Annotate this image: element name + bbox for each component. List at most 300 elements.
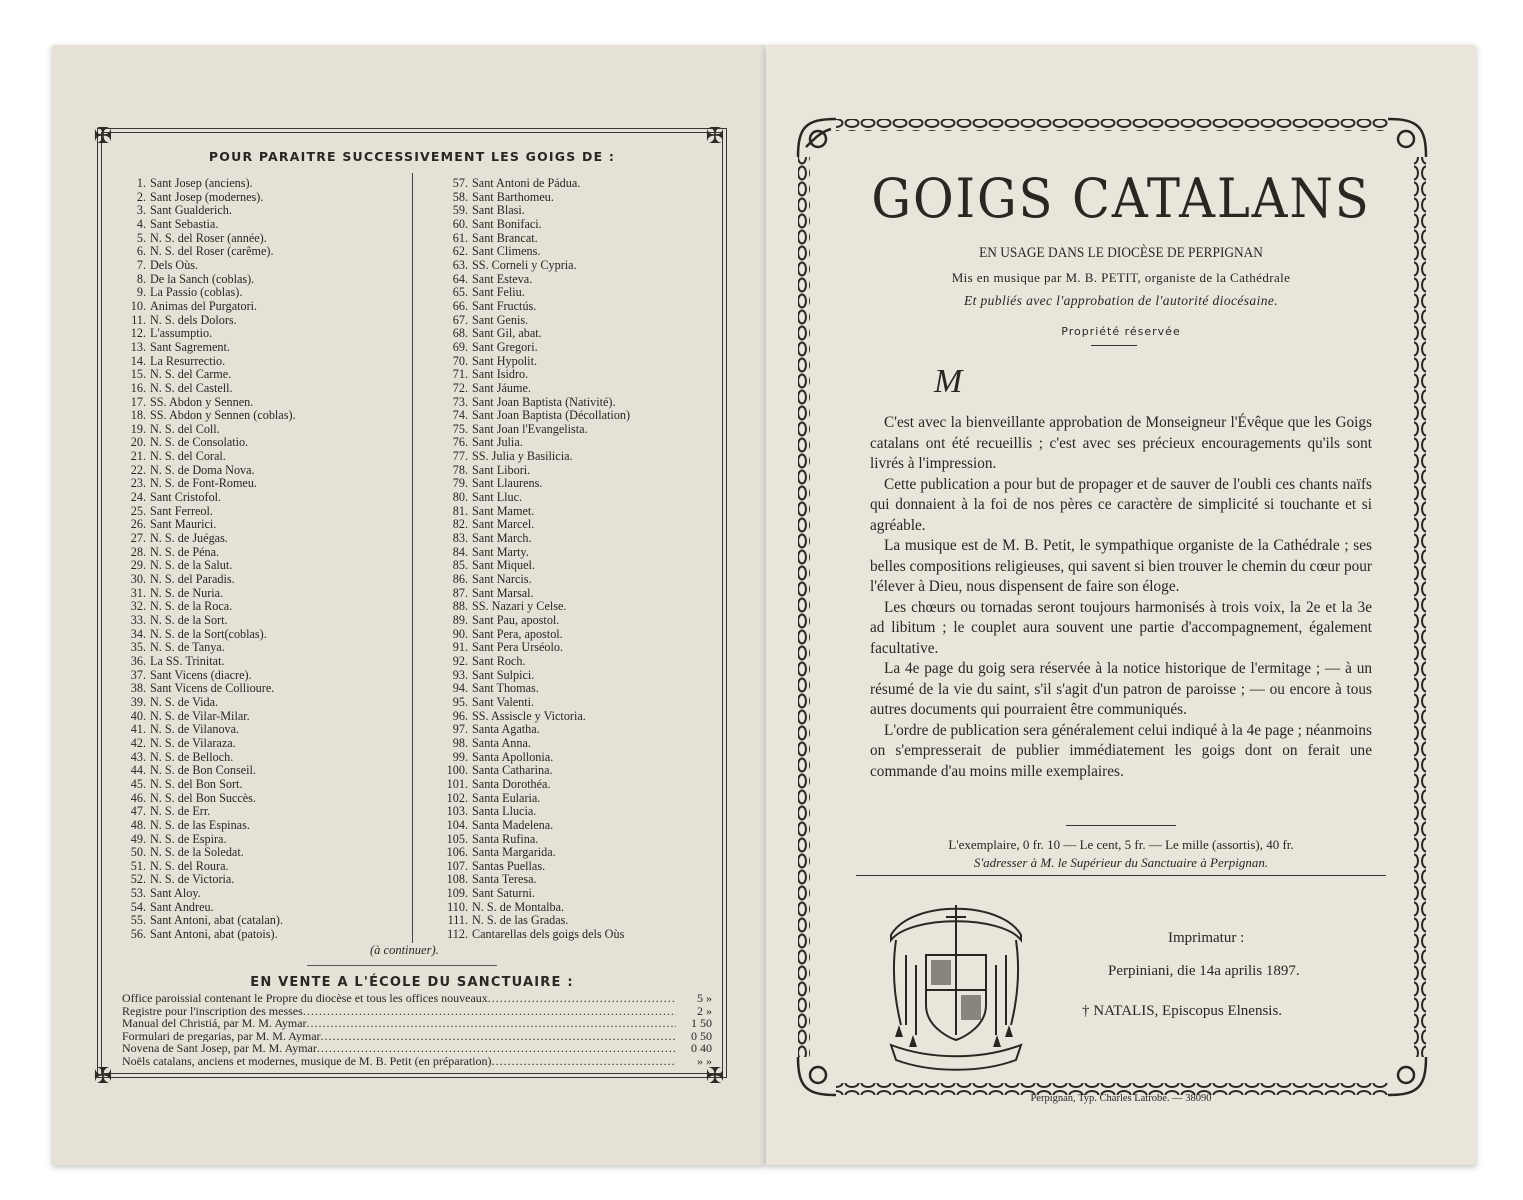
list-item [444, 314, 630, 328]
item-number: 92. [452, 653, 468, 668]
list-item [444, 778, 630, 792]
item-title: Santa Teresa. [472, 872, 537, 887]
item-title: N. S. de Vilaraza. [150, 735, 236, 750]
item-title: Sant Joan Baptista (Nativité). [472, 394, 616, 409]
item-title: N. S. del Roser (année). [150, 230, 267, 245]
item-number: 32. [130, 599, 146, 614]
list-item [122, 600, 296, 614]
sale-item [122, 1030, 712, 1043]
item-title: Santa Llucia. [472, 804, 537, 819]
list-item [444, 382, 630, 396]
list-item [122, 655, 296, 669]
item-title: N. S. de la Roca. [150, 599, 233, 614]
item-title: N. S. de las Espinas. [150, 817, 250, 832]
item-number: 17. [130, 394, 146, 409]
item-number: 22. [130, 462, 146, 477]
list-item [122, 232, 296, 246]
list-item [122, 477, 296, 491]
list-item [444, 491, 630, 505]
dot-leader [307, 1017, 676, 1030]
item-number: 111. [447, 913, 468, 928]
item-number: 90. [452, 626, 468, 641]
item-title: Sant Marty. [472, 544, 529, 559]
list-item [444, 833, 630, 847]
list-item [122, 628, 296, 642]
item-title: Sant Andreu. [150, 899, 214, 914]
list-item [122, 751, 296, 765]
item-number: 64. [452, 271, 468, 286]
sale-item-price: 1 50 [691, 1017, 712, 1030]
list-item [444, 723, 630, 737]
list-item [122, 587, 296, 601]
item-title: Santa Catharina. [472, 763, 553, 778]
item-number: 59. [452, 203, 468, 218]
item-number: 110. [447, 899, 468, 914]
item-title: Sant Josep (anciens). [150, 176, 253, 190]
list-item [122, 778, 296, 792]
item-number: 1. [136, 176, 146, 190]
item-title: Sant Gualderich. [150, 203, 232, 218]
list-item [122, 860, 296, 874]
item-title: Sant Isidro. [472, 367, 529, 382]
item-number: 87. [452, 585, 468, 600]
list-item [122, 682, 296, 696]
item-number: 37. [130, 667, 146, 682]
item-title: Dels Oùs. [150, 257, 199, 272]
item-title: Sant Feliu. [472, 285, 525, 300]
divider [1066, 825, 1176, 826]
item-title: Santa Anna. [472, 735, 531, 750]
item-number: 15. [130, 367, 146, 382]
item-title: Cantarellas dels goigs dels Oùs [472, 927, 625, 942]
sale-heading: EN VENTE A L'ÉCOLE DU SANCTUAIRE : [250, 975, 574, 990]
item-title: N. S. de Err. [150, 804, 211, 819]
list-item [122, 464, 296, 478]
item-title: Sant Julia. [472, 435, 523, 450]
sale-item [122, 1005, 712, 1018]
list-item [444, 245, 630, 259]
list-item [444, 177, 630, 191]
list-item [122, 559, 296, 573]
sale-item-price: » » [697, 1054, 712, 1068]
item-number: 55. [130, 913, 146, 928]
item-number: 82. [452, 517, 468, 532]
list-item [444, 423, 630, 437]
list-item [122, 341, 296, 355]
item-number: 112. [447, 927, 468, 942]
list-item [122, 928, 296, 942]
item-title: Sant Pau, apostol. [472, 613, 560, 627]
list-item [122, 286, 296, 300]
right-page [766, 45, 1476, 1165]
list-item [444, 327, 630, 341]
list-item [122, 641, 296, 655]
item-number: 11. [131, 312, 146, 327]
list-item [122, 273, 296, 287]
list-item [122, 300, 296, 314]
item-title: SS. Assiscle y Victoria. [472, 708, 586, 723]
list-item [444, 764, 630, 778]
corner-ornament-icon: ✠ [705, 123, 725, 148]
item-title: La Resurrectio. [150, 353, 226, 368]
item-title: N. S. del Bon Sort. [150, 776, 243, 791]
list-item [122, 423, 296, 437]
list-item [122, 710, 296, 724]
paragraph: Les chœurs ou tornadas seront toujours harmonisés à trois voix, la 2e et la 3e ad libitum ; le couplet aura souvent une partie d'accompagnement, également facultative. [870, 598, 1372, 657]
item-number: 16. [130, 380, 146, 395]
list-item [444, 532, 630, 546]
item-number: 88. [452, 599, 468, 614]
item-number: 3. [136, 203, 146, 218]
item-title: N. S. del Bon Succès. [150, 790, 256, 805]
sale-item-price: 5 » [697, 992, 712, 1005]
list-item [444, 928, 630, 942]
list-item [444, 710, 630, 724]
item-number: 69. [452, 339, 468, 354]
item-number: 63. [452, 257, 468, 272]
item-title: Sant Vicens de Collioure. [150, 681, 275, 696]
list-item [444, 655, 630, 669]
item-title: SS. Nazari y Celse. [472, 599, 567, 614]
list-item [444, 873, 630, 887]
item-title: N. S. de la Soledat. [150, 845, 244, 860]
item-number: 42. [130, 735, 146, 750]
sale-item-title: Manual del Christiá, par M. M. Aymar [122, 1017, 307, 1030]
divider [1091, 345, 1137, 346]
item-number: 40. [130, 708, 146, 723]
list-item [122, 259, 296, 273]
item-number: 14. [130, 353, 146, 368]
rights-reserved: Propriété réservée [1061, 325, 1181, 338]
item-title: L'assumptio. [150, 326, 213, 341]
item-title: Sant Esteva. [472, 271, 533, 286]
item-title: Santa Rufina. [472, 831, 539, 846]
item-number: 21. [130, 449, 146, 464]
item-title: N. S. de Doma Nova. [150, 462, 255, 477]
item-title: N. S. de Vilar-Milar. [150, 708, 250, 723]
item-number: 104. [446, 817, 468, 832]
item-number: 98. [452, 735, 468, 750]
corner-ornament-icon: ✠ [93, 1063, 113, 1088]
item-number: 52. [130, 872, 146, 887]
item-title: Sant Thomas. [472, 681, 539, 696]
list-item [122, 546, 296, 560]
list-item [122, 314, 296, 328]
item-number: 30. [130, 572, 146, 587]
list-item [122, 505, 296, 519]
item-number: 13. [130, 339, 146, 354]
address-line: S'adresser à M. le Supérieur du Sanctuaire à Perpignan. [973, 855, 1269, 870]
item-title: N. S. de Espira. [150, 831, 227, 846]
item-title: Sant Cristofol. [150, 490, 222, 505]
item-number: 62. [452, 244, 468, 259]
list-item [444, 846, 630, 860]
item-number: 102. [446, 790, 468, 805]
item-title: Sant Maurici. [150, 517, 217, 532]
item-title: N. S. del Carme. [150, 367, 232, 382]
item-title: N. S. del Roser (carême). [150, 244, 274, 259]
list-item [444, 559, 630, 573]
item-number: 47. [130, 804, 146, 819]
list-item [122, 396, 296, 410]
item-number: 100. [446, 763, 468, 778]
item-title: Sant Blasi. [472, 203, 525, 218]
item-title: Sant Sebastia. [150, 216, 219, 231]
list-item [122, 614, 296, 628]
sale-item [122, 1017, 712, 1030]
list-item [444, 696, 630, 710]
item-number: 103. [446, 804, 468, 819]
item-title: N. S. de Font-Romeu. [150, 476, 257, 491]
printer-line: Perpignan, Typ. Charles Latrobe. — 38090 [1030, 1093, 1212, 1104]
item-number: 5. [136, 230, 146, 245]
list-item [444, 436, 630, 450]
continued-note: (à continuer). [370, 943, 439, 957]
item-title: N. S. de Tanya. [150, 640, 225, 655]
decorative-initial: M [934, 363, 963, 400]
paragraph: C'est avec la bienveillante approbation de Monseigneur l'Évêque que les Goigs catalans ont été recueillis ; c'est avec ses précieux encouragements qu'ils sont livrés à l'impression. [870, 414, 1372, 472]
dot-leader [492, 1055, 676, 1068]
list-item [444, 286, 630, 300]
item-title: Sant Saturni. [472, 886, 535, 901]
item-number: 60. [452, 216, 468, 231]
list-item [122, 518, 296, 532]
item-title: Sant Marcel. [472, 517, 535, 532]
item-number: 49. [130, 831, 146, 846]
list-item [122, 177, 296, 191]
item-number: 61. [452, 230, 468, 245]
sale-item-title: Registre pour l'inscription des messes [122, 1004, 303, 1018]
item-title: Sant Gil, abat. [472, 326, 542, 341]
item-number: 29. [130, 558, 146, 573]
list-item [122, 723, 296, 737]
item-number: 4. [136, 216, 146, 231]
item-number: 94. [452, 681, 468, 696]
item-number: 83. [452, 531, 468, 546]
item-number: 25. [130, 503, 146, 518]
dot-leader [321, 1030, 676, 1043]
list-heading: POUR PARAITRE SUCCESSIVEMENT LES GOIGS DE : [208, 149, 616, 164]
item-title: Sant Valenti. [472, 694, 535, 709]
item-title: Sant Narcis. [472, 572, 532, 587]
list-item [122, 805, 296, 819]
list-item [444, 587, 630, 601]
list-item [122, 191, 296, 205]
item-title: N. S. de Vilanova. [150, 722, 240, 737]
column-divider [412, 173, 413, 943]
item-number: 68. [452, 326, 468, 341]
list-item [122, 914, 296, 928]
item-number: 80. [452, 490, 468, 505]
sale-item-price: 0 50 [691, 1029, 712, 1043]
list-item [444, 819, 630, 833]
sale-item-title: Office paroissial contenant le Propre du diocèse et tous les offices nouveaux [122, 992, 488, 1005]
item-number: 54. [130, 899, 146, 914]
list-item [444, 573, 630, 587]
list-item [444, 860, 630, 874]
list-item [444, 641, 630, 655]
episcopal-coat-of-arms-icon [871, 895, 1041, 1075]
item-title: Santa Dorothéa. [472, 776, 551, 791]
item-number: 77. [452, 449, 468, 464]
paragraph: La 4e page du goig sera réservée à la notice historique de l'ermitage ; — à un résumé de la vie du saint, s'il s'agit d'un patron de paroisse ; — ou encore à tous autres documents qui pourraient être communiqués. [870, 660, 1372, 718]
item-number: 86. [452, 572, 468, 587]
item-title: N. S. de Vida. [150, 694, 219, 709]
item-title: N. S. de Péna. [150, 544, 220, 559]
list-item [444, 232, 630, 246]
item-number: 75. [452, 421, 468, 436]
item-number: 50. [130, 845, 146, 860]
item-title: N. S. dels Dolors. [150, 312, 237, 327]
paragraph: La musique est de M. B. Petit, le sympathique organiste de la Cathédrale ; ses belles compositions religieuses, qui savent si bien trouver le chemin du cœur pour l'élever à Dieu, nous dispensent de faire son éloge. [870, 537, 1372, 595]
item-number: 8. [136, 271, 146, 286]
item-title: Sant Libori. [472, 462, 531, 477]
document-title: GOIGS CATALANS [871, 167, 1371, 230]
dot-leader [317, 1042, 676, 1055]
item-number: 70. [452, 353, 468, 368]
introduction-text [870, 413, 1372, 782]
item-number: 97. [452, 722, 468, 737]
list-item [444, 737, 630, 751]
list-item [444, 600, 630, 614]
item-title: N. S. de Nuria. [150, 585, 224, 600]
item-number: 35. [130, 640, 146, 655]
goigs-list-column-2 [444, 177, 630, 942]
list-item [444, 614, 630, 628]
item-number: 12. [130, 326, 146, 341]
sale-item-price: 2 » [697, 1004, 712, 1018]
item-title: Sant Roch. [472, 653, 526, 668]
item-number: 20. [130, 435, 146, 450]
item-title: Sant Vicens (diacre). [150, 667, 252, 682]
item-title: Santa Margarida. [472, 845, 556, 860]
item-number: 108. [446, 872, 468, 887]
item-number: 27. [130, 531, 146, 546]
dot-leader [303, 1005, 676, 1018]
approval-line: Et publiés avec l'approbation de l'autorité diocésaine. [963, 293, 1279, 308]
item-title: Sant Sagrement. [150, 339, 230, 354]
list-item [444, 669, 630, 683]
item-title: SS. Abdon y Sennen (coblas). [150, 408, 296, 423]
item-number: 72. [452, 380, 468, 395]
item-title: De la Sanch (coblas). [150, 271, 255, 286]
item-number: 23. [130, 476, 146, 491]
paragraph: Cette publication a pour but de propager et de sauver de l'oubli ces chants naïfs qui donnaient à la foi de nos pères ce caractère de simplicité si touchante et si agréable. [870, 475, 1372, 534]
divider [307, 965, 497, 966]
list-item [444, 914, 630, 928]
item-number: 34. [130, 626, 146, 641]
paragraph: L'ordre de publication sera généralement celui indiqué à la 4e page ; néanmoins on s'empresserait de publier immédiatement les goigs dont on ferait une commande d'au moins mille exemplaires. [870, 721, 1372, 780]
list-item [122, 873, 296, 887]
item-number: 51. [130, 858, 146, 873]
item-title: Sant Bonifaci. [472, 216, 542, 231]
list-item [444, 464, 630, 478]
item-number: 81. [452, 503, 468, 518]
item-number: 10. [130, 298, 146, 313]
item-title: N. S. de Montalba. [472, 899, 565, 914]
sale-item-price: 0 40 [691, 1042, 712, 1055]
list-item [444, 477, 630, 491]
list-item [122, 245, 296, 259]
list-item [444, 505, 630, 519]
item-title: Sant Miquel. [472, 558, 535, 573]
item-number: 28. [130, 544, 146, 559]
list-item [122, 436, 296, 450]
item-title: N. S. de la Sort(coblas). [150, 626, 267, 641]
corner-ornament-icon: ✠ [705, 1063, 725, 1088]
item-title: N. S. del Castell. [150, 380, 233, 395]
item-number: 38. [130, 681, 146, 696]
item-number: 2. [136, 189, 146, 204]
item-title: Animas del Purgatori. [150, 298, 258, 313]
list-item [122, 669, 296, 683]
item-number: 18. [130, 408, 146, 423]
list-item [444, 901, 630, 915]
item-number: 106. [446, 845, 468, 860]
list-item [122, 382, 296, 396]
item-number: 91. [452, 640, 468, 655]
item-title: Sant Sulpici. [472, 667, 535, 682]
item-number: 93. [452, 667, 468, 682]
item-title: Sant March. [472, 531, 532, 546]
list-item [122, 491, 296, 505]
list-item [122, 887, 296, 901]
item-title: Sant Barthomeu. [472, 189, 554, 204]
goigs-list-column-1 [122, 177, 296, 942]
item-number: 67. [452, 312, 468, 327]
list-item [444, 682, 630, 696]
bishop-signature: † NATALIS, Episcopus Elnensis. [1082, 1003, 1283, 1019]
item-title: Santas Puellas. [472, 858, 546, 873]
item-title: N. S. del Coll. [150, 421, 220, 436]
list-item [122, 355, 296, 369]
list-item [122, 450, 296, 464]
item-number: 99. [452, 749, 468, 764]
item-title: Santa Madelena. [472, 817, 554, 832]
item-number: 71. [452, 367, 468, 382]
list-item [444, 518, 630, 532]
list-item [122, 792, 296, 806]
item-title: N. S. del Roura. [150, 858, 229, 873]
item-number: 36. [130, 653, 146, 668]
sale-list [122, 992, 712, 1068]
list-item [444, 805, 630, 819]
item-title: Sant Antoni de Pádua. [472, 176, 581, 190]
item-number: 24. [130, 490, 146, 505]
item-title: Santa Agatha. [472, 722, 540, 737]
item-number: 101. [446, 776, 468, 791]
list-item [122, 327, 296, 341]
item-title: N. S. de Juégas. [150, 531, 228, 546]
item-title: Sant Josep (modernes). [150, 189, 264, 204]
list-item [122, 204, 296, 218]
item-title: Sant Pera Urséolo. [472, 640, 564, 655]
item-title: Sant Hypolit. [472, 353, 538, 368]
list-item [122, 819, 296, 833]
item-title: Santa Apollonia. [472, 749, 554, 764]
dot-leader [488, 992, 676, 1005]
item-number: 78. [452, 462, 468, 477]
list-item [444, 628, 630, 642]
list-item [122, 846, 296, 860]
item-number: 65. [452, 285, 468, 300]
item-title: La SS. Trinitat. [150, 653, 225, 668]
divider [856, 875, 1386, 876]
item-title: Santa Eularia. [472, 790, 541, 805]
list-item [444, 204, 630, 218]
list-item [122, 409, 296, 423]
item-title: Sant Jáume. [472, 380, 531, 395]
